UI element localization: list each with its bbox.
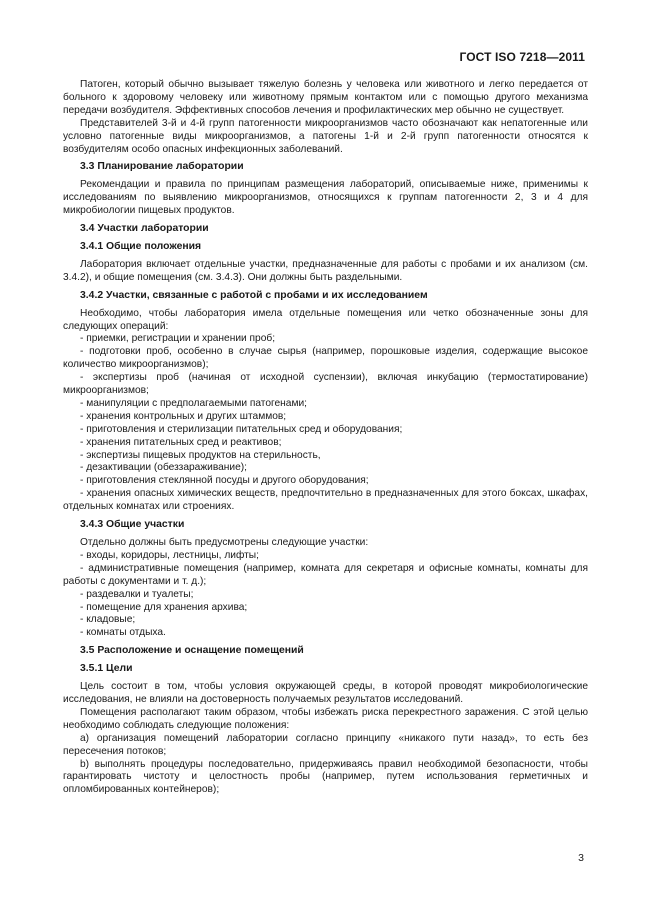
common-areas-list (63, 550, 588, 640)
paragraph: Представителей 3-й и 4-й групп патогенности микроорганизмов часто обозначают как непатогенные или условно патогенные виды микроорганизмов, а патогены 1-й и 2-й групп патогенности относятся к возбудителям особо опасных инфекционных заболеваний. (63, 117, 588, 155)
list-item: - административные помещения (например, комната для секретаря и офисные комнаты, комнаты для работы с документами и т. д.); (63, 562, 588, 587)
page-content (63, 79, 588, 797)
paragraph: b) выполнять процедуры последовательно, придерживаясь правил необходимой безопасности, чтобы гарантировать чистоту и целостность пробы (например, путем использования герметичных и опломбированных контейнеров); (63, 758, 588, 796)
list-item: - помещение для хранения архива; (80, 601, 248, 613)
operations-list (63, 333, 588, 514)
list-item: - дезактивации (обеззараживание); (80, 462, 248, 474)
list-item: - хранения контрольных и других штаммов; (80, 410, 287, 422)
list-item: - хранения опасных химических веществ, предпочтительно в предназначенных для этого боксах, шкафах, отдельных комнатах или строениях. (63, 488, 588, 513)
paragraph: Помещения располагают таким образом, чтобы избежать риска перекрестного заражения. С этой целью необходимо соблюдать следующие положения: (63, 706, 588, 731)
section-heading-3-5-1: 3.5.1 Цели (80, 663, 133, 675)
list-item: - раздевалки и туалеты; (80, 588, 194, 600)
list-item: - приготовления и стерилизации питательных сред и оборудования; (80, 423, 403, 435)
list-item: - приготовления стеклянной посуды и другого оборудования; (80, 475, 369, 487)
paragraph: Отдельно должны быть предусмотрены следующие участки: (80, 537, 369, 548)
paragraph: Лаборатория включает отдельные участки, предназначенные для работы с пробами и их анализом (см. 3.4.2), и общие помещения (см. 3.4.3). Они должны быть раздельными. (63, 258, 588, 283)
section-heading-3-4: 3.4 Участки лаборатории (80, 223, 209, 235)
list-item: - экспертизы проб (начиная от исходной суспензии), включая инкубацию (термостатирование) микроорганизмов; (63, 372, 588, 397)
section-heading-3-4-3: 3.4.3 Общие участки (80, 519, 185, 531)
list-item: - комнаты отдыха. (80, 627, 166, 639)
list-item: - манипуляции с предполагаемыми патогенами; (80, 397, 307, 409)
page-number: 3 (578, 852, 584, 864)
list-item: - входы, коридоры, лестницы, лифты; (80, 549, 259, 561)
paragraph: Необходимо, чтобы лаборатория имела отдельные помещения или четко обозначенные зоны для следующих операций: (63, 307, 588, 332)
paragraph: Патоген, который обычно вызывает тяжелую болезнь у человека или животного и легко передается от больного к здоровому человеку или животному прямым контактом или с помощью другого механизма передачи возбудителя. Эффективных способов лечения и профилактических мер обычно не существует. (63, 79, 588, 116)
paragraph: a) организация помещений лаборатории согласно принципу «никакого пути назад», то есть без пересечения потоков; (63, 732, 588, 757)
paragraph: Рекомендации и правила по принципам размещения лабораторий, описываемые ниже, применимы к исследованиям по выявлению микроорганизмов, относящихся к группам патогенности 2, 3 и 4 для микробиологии пищевых продуктов. (63, 179, 588, 217)
list-item: - кладовые; (80, 614, 136, 626)
section-heading-3-3: 3.3 Планирование лаборатории (80, 161, 244, 173)
section-heading-3-4-1: 3.4.1 Общие положения (80, 240, 202, 252)
paragraph: Цель состоит в том, чтобы условия окружающей среды, в которой проводят микробиологические исследования, не влияли на достоверность получаемых результатов исследований. (63, 681, 588, 705)
list-item: - подготовки проб, особенно в случае сырья (например, порошковые изделия, содержащие высокое количество микроорганизмов); (63, 346, 588, 371)
list-item: - приемки, регистрации и хранении проб; (80, 333, 276, 345)
list-item: - хранения питательных сред и реактивов; (80, 436, 282, 448)
section-heading-3-5: 3.5 Расположение и оснащение помещений (80, 645, 304, 657)
section-heading-3-4-2: 3.4.2 Участки, связанные с работой с пробами и их исследованием (80, 289, 428, 301)
document-id-header: ГОСТ ISO 7218—2011 (459, 50, 585, 64)
list-item: - экспертизы пищевых продуктов на стерильность, (80, 449, 321, 461)
